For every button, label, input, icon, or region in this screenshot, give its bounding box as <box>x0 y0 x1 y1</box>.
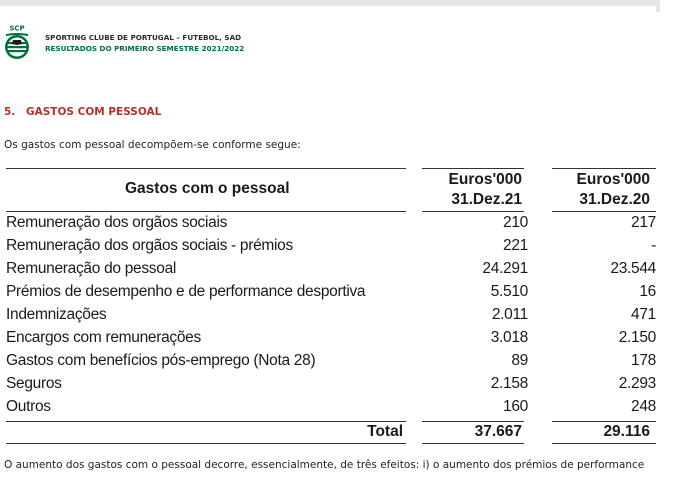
row-label: Gastos com benefícios pós-emprego (Nota 28) <box>6 352 316 369</box>
header-bottom-rule-col2 <box>552 211 656 212</box>
table-row <box>6 329 656 352</box>
row-label: Remuneração dos orgãos sociais - prémios <box>6 237 293 254</box>
total-top-rule-left <box>6 421 406 422</box>
row-label: Seguros <box>6 375 62 392</box>
col2-date: 31.Dez.20 <box>579 191 650 208</box>
header-bottom-rule-col1 <box>422 211 524 212</box>
row-value-2020: 16 <box>639 283 656 300</box>
total-bottom-rule-col2 <box>552 443 656 444</box>
total-value-2021: 37.667 <box>474 423 522 440</box>
row-label: Outros <box>6 398 51 415</box>
row-value-2020: 178 <box>631 352 656 369</box>
row-value-2021: 2.011 <box>491 306 528 323</box>
row-value-2020: 2.293 <box>618 375 656 392</box>
row-value-2020: - <box>651 237 656 254</box>
row-value-2021: 5.510 <box>490 283 528 300</box>
section-heading <box>4 106 161 118</box>
row-value-2021: 2.158 <box>490 375 528 392</box>
page-top-border-edge <box>656 0 660 12</box>
row-value-2021: 210 <box>503 214 528 231</box>
row-value-2021: 24.291 <box>482 260 528 277</box>
row-label: Remuneração do pessoal <box>6 260 177 277</box>
header-bottom-rule-left <box>6 211 406 212</box>
row-label: Indemnizações <box>6 306 107 323</box>
table-row <box>6 375 656 398</box>
table-body <box>6 214 656 421</box>
table-row <box>6 283 656 306</box>
col2-unit: Euros'000 <box>576 171 650 188</box>
table-row <box>6 237 656 260</box>
row-label: Prémios de desempenho e de performance desportiva <box>6 283 366 300</box>
row-value-2021: 3.018 <box>490 329 528 346</box>
logo-text: SCP <box>9 24 25 33</box>
total-value-2020: 29.116 <box>603 423 650 440</box>
row-value-2020: 2.150 <box>618 329 656 346</box>
company-name: SPORTING CLUBE DE PORTUGAL – FUTEBOL, SAD <box>45 33 242 42</box>
table-row <box>6 398 656 421</box>
row-label: Remuneração dos orgãos sociais <box>6 214 228 231</box>
intro-paragraph: Os gastos com pessoal decompõem-se conforme segue: <box>4 139 301 151</box>
section-title: GASTOS COM PESSOAL <box>26 106 162 118</box>
col1-unit: Euros'000 <box>448 171 522 188</box>
total-top-rule-col2 <box>552 421 656 422</box>
header-rule-col2 <box>552 168 656 169</box>
table-row <box>6 214 656 237</box>
row-value-2020: 471 <box>631 306 656 323</box>
section-number: 5. <box>4 106 16 118</box>
table-row <box>6 352 656 375</box>
row-value-2020: 248 <box>631 398 656 415</box>
page-top-border <box>0 0 656 6</box>
table-header-label: Gastos com o pessoal <box>125 180 290 197</box>
row-label: Encargos com remunerações <box>6 329 201 346</box>
total-top-rule-col1 <box>422 421 524 422</box>
bottom-paragraph: O aumento dos gastos com o pessoal decorre, essencialmente, de três efeitos: i) o aumento dos prémios de performance <box>4 459 645 471</box>
row-value-2020: 217 <box>631 214 656 231</box>
col1-date: 31.Dez.21 <box>451 191 522 208</box>
row-value-2021: 89 <box>511 352 528 369</box>
table-row <box>6 260 656 283</box>
row-value-2021: 160 <box>503 398 528 415</box>
total-bottom-rule-left <box>6 443 406 444</box>
total-bottom-rule-col1 <box>422 443 524 444</box>
header-rule-col1 <box>422 168 524 169</box>
table-row <box>6 306 656 329</box>
header-rule-left <box>6 168 406 169</box>
total-label: Total <box>367 423 403 440</box>
row-value-2020: 23.544 <box>610 260 656 277</box>
row-value-2021: 221 <box>503 237 528 254</box>
report-subtitle: RESULTADOS DO PRIMEIRO SEMESTRE 2021/2022 <box>45 44 245 53</box>
sporting-logo <box>2 24 32 60</box>
